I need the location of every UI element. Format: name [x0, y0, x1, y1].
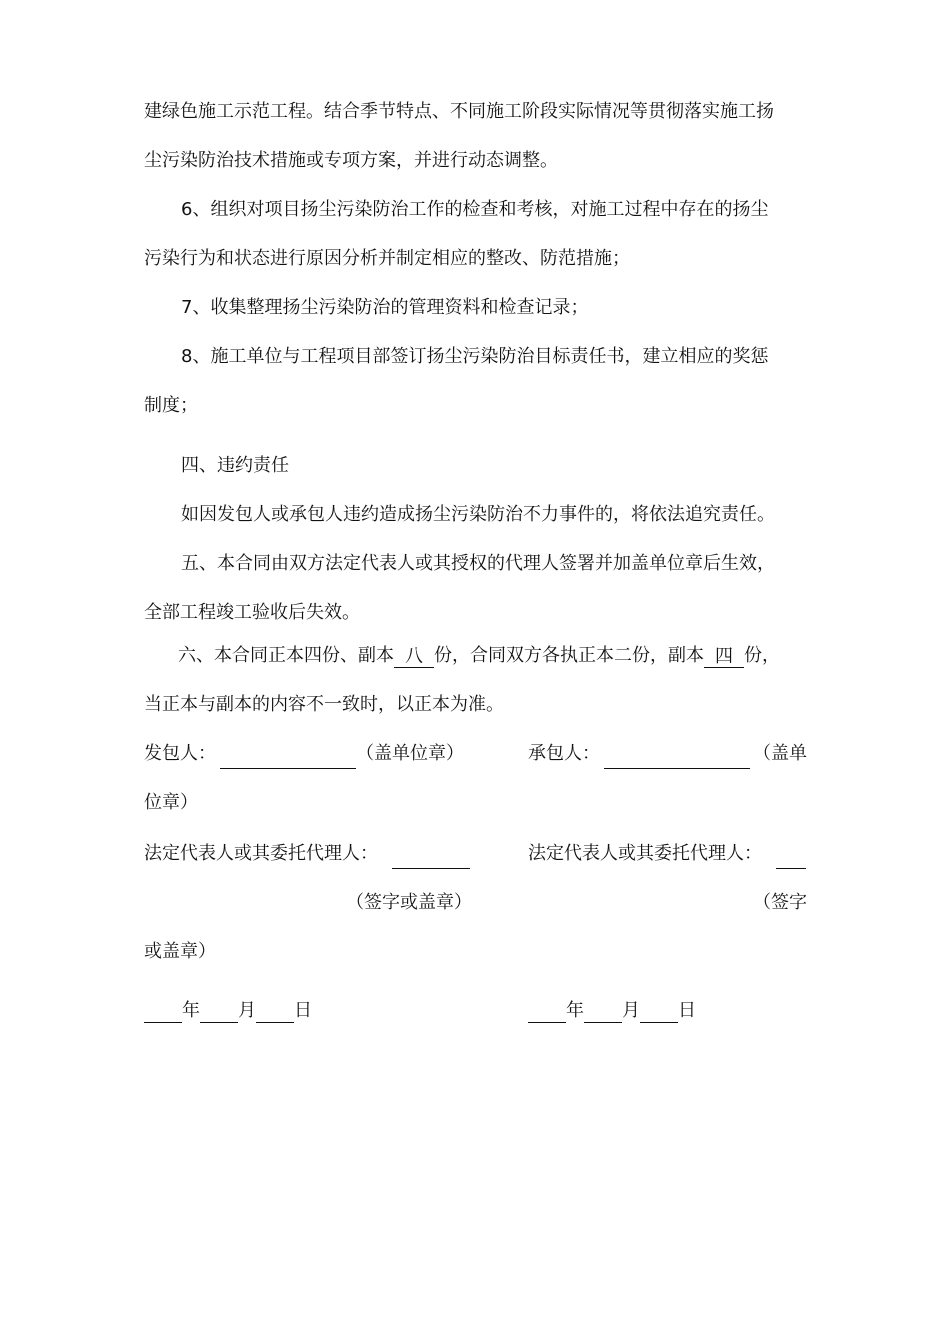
copies-text: 份，合同双方各执正本二份，副本 — [434, 645, 704, 666]
copies-text: 六、本合同正本四份、副本 — [178, 645, 394, 666]
employer-sign-field — [220, 746, 356, 769]
rep-sign-field-left — [392, 846, 470, 869]
sign-note-left: （签字或盖章） — [346, 892, 472, 913]
date-right — [528, 999, 696, 1023]
day-label: 日 — [294, 1000, 312, 1021]
employer-label: 发包人： — [144, 743, 216, 764]
month-field — [200, 1000, 238, 1023]
month-label: 月 — [622, 1000, 640, 1021]
year-field — [144, 1000, 182, 1023]
copies-count-field: 八 — [394, 645, 434, 668]
sign-note-right-wrap: 或盖章） — [144, 941, 216, 962]
month-label: 月 — [238, 1000, 256, 1021]
year-field — [528, 1000, 566, 1023]
paragraph-line: 全部工程竣工验收后失效。 — [144, 602, 360, 623]
date-left — [144, 999, 312, 1023]
paragraph-line: 污染行为和状态进行原因分析并制定相应的整改、防范措施； — [144, 248, 630, 269]
sign-note-right: （签字 — [753, 892, 807, 913]
paragraph-line: 当正本与副本的内容不一致时，以正本为准。 — [144, 694, 504, 715]
employer-seal-note: （盖单位章） — [356, 743, 464, 764]
rep-label-left: 法定代表人或其委托代理人： — [144, 843, 378, 864]
rep-label-right: 法定代表人或其委托代理人： — [528, 843, 762, 864]
rep-sign-field-right — [776, 846, 806, 869]
copies-clause — [178, 644, 780, 668]
paragraph-line: 制度； — [144, 395, 198, 416]
contractor-seal-note-wrap: 位章） — [144, 792, 198, 813]
copies-count-field: 四 — [704, 645, 744, 668]
month-field — [584, 1000, 622, 1023]
day-field — [640, 1000, 678, 1023]
paragraph-line: 尘污染防治技术措施或专项方案，并进行动态调整。 — [144, 150, 558, 171]
paragraph-line: 建绿色施工示范工程。结合季节特点、不同施工阶段实际情况等贯彻落实施工扬 — [144, 101, 774, 122]
paragraph-line: 7、收集整理扬尘污染防治的管理资料和检查记录； — [181, 297, 589, 318]
paragraph-line: 6、组织对项目扬尘污染防治工作的检查和考核，对施工过程中存在的扬尘 — [181, 199, 769, 220]
paragraph-line: 如因发包人或承包人违约造成扬尘污染防治不力事件的，将依法追究责任。 — [181, 504, 775, 525]
paragraph-line: 五、本合同由双方法定代表人或其授权的代理人签署并加盖单位章后生效， — [181, 553, 775, 574]
day-label: 日 — [678, 1000, 696, 1021]
contractor-seal-note: （盖单 — [753, 743, 807, 764]
day-field — [256, 1000, 294, 1023]
contractor-sign-field — [604, 746, 750, 769]
contractor-label: 承包人： — [528, 743, 600, 764]
year-label: 年 — [566, 1000, 584, 1021]
year-label: 年 — [182, 1000, 200, 1021]
copies-text: 份， — [744, 645, 780, 666]
section-heading: 四、违约责任 — [181, 455, 289, 476]
paragraph-line: 8、施工单位与工程项目部签订扬尘污染防治目标责任书，建立相应的奖惩 — [181, 346, 769, 367]
